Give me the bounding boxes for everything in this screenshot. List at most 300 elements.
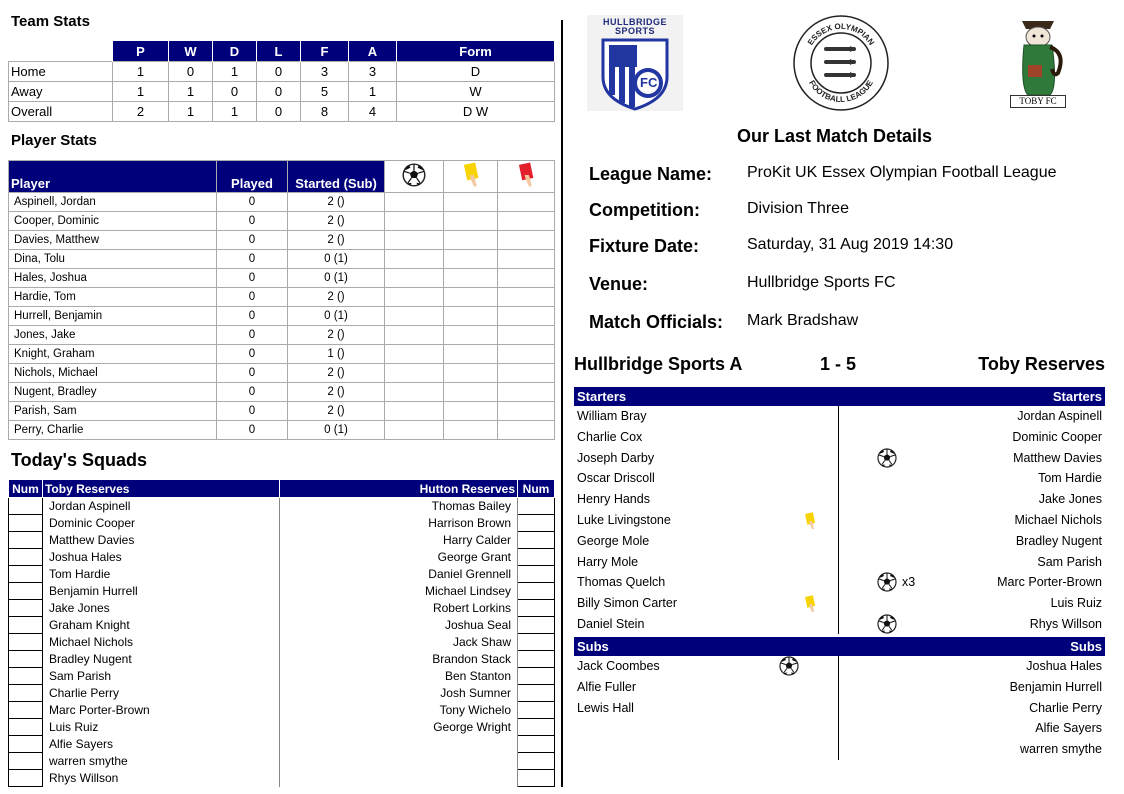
- col-header-w: W: [169, 41, 213, 62]
- squad-num-left: [9, 753, 43, 770]
- yellow-card-icon: [461, 162, 481, 188]
- squad-num-right: [518, 549, 555, 566]
- player-started: 2 (): [288, 288, 385, 307]
- home-logo-line2: SPORTS: [614, 26, 655, 36]
- player-row: [9, 345, 555, 364]
- away-lineup-player: Dominic Cooper: [1012, 429, 1102, 444]
- col-header-form: Form: [397, 41, 555, 62]
- player-goals: [385, 288, 444, 307]
- player-red-cards: [498, 250, 555, 269]
- player-played: 0: [217, 269, 288, 288]
- squad-row: [9, 617, 555, 634]
- squad-player-left: warren smythe: [42, 753, 280, 770]
- away-lineup-player: Michael Nichols: [1014, 513, 1102, 527]
- squad-player-left: Sam Parish: [42, 668, 280, 685]
- squad-player-right: Brandon Stack: [280, 651, 518, 668]
- player-goals: [385, 193, 444, 212]
- row-label: Home: [9, 62, 113, 82]
- squad-player-left: Matthew Davies: [42, 532, 280, 549]
- away-lineup-player: Alfie Sayers: [1035, 721, 1102, 736]
- stat-form: D W: [397, 102, 555, 122]
- starters-bar: [574, 387, 1105, 406]
- player-played: 0: [217, 193, 288, 212]
- squad-player-right: Harrison Brown: [280, 515, 518, 532]
- squads-title: Today's Squads: [11, 450, 147, 470]
- stat-l: 0: [257, 62, 301, 82]
- away-lineup-player: Joshua Hales: [1026, 659, 1102, 673]
- squad-player-right: [280, 770, 518, 787]
- squad-num-right: [518, 685, 555, 702]
- squad-num-right: [518, 634, 555, 651]
- squad-num-left: [9, 515, 43, 532]
- match-detail-value: Division Three: [747, 200, 849, 217]
- yellow-card-column-header: [444, 161, 498, 193]
- match-title: Our Last Match Details: [737, 126, 933, 146]
- away-lineup-player: Jake Jones: [1038, 492, 1102, 507]
- match-detail-value: ProKit UK Essex Olympian Football League: [747, 164, 1057, 181]
- squads-table: [8, 479, 555, 787]
- stat-a: 1: [349, 82, 397, 102]
- player-played: 0: [217, 364, 288, 383]
- squad-num-left: [9, 549, 43, 566]
- squad-player-right: [280, 736, 518, 753]
- stat-p: 1: [113, 62, 169, 82]
- player-name: Cooper, Dominic: [9, 212, 217, 231]
- col-header-started: Started (Sub): [288, 161, 385, 193]
- player-played: 0: [217, 250, 288, 269]
- squad-row: [9, 583, 555, 600]
- yellow-card-icon: [803, 512, 817, 530]
- home-lineup-player: Joseph Darby: [577, 450, 655, 465]
- player-started: 2 (): [288, 193, 385, 212]
- player-goals: [385, 345, 444, 364]
- squad-player-left: Jordan Aspinell: [42, 498, 280, 515]
- player-goals: [385, 269, 444, 288]
- player-row: [9, 250, 555, 269]
- stat-w: 1: [169, 82, 213, 102]
- squad-num-left: [9, 736, 43, 753]
- home-logo-line1: HULLBRIDGE: [603, 17, 667, 27]
- player-yellow-cards: [444, 212, 498, 231]
- player-name: Jones, Jake: [9, 326, 217, 345]
- home-lineup-player: Billy Simon Carter: [577, 596, 678, 611]
- match-detail-label: Venue:: [589, 274, 649, 294]
- away-lineup-player: Charlie Perry: [1029, 700, 1102, 715]
- player-red-cards: [498, 383, 555, 402]
- squad-num-right: [518, 566, 555, 583]
- away-lineup-player: Tom Hardie: [1038, 471, 1102, 486]
- starters-divider: [838, 406, 839, 634]
- player-yellow-cards: [444, 307, 498, 326]
- league-logo: [792, 14, 890, 112]
- squad-player-left: Jake Jones: [42, 600, 280, 617]
- squad-player-left: Tom Hardie: [42, 566, 280, 583]
- home-crest-icon: [600, 37, 670, 111]
- goal-ball-icon: [877, 448, 897, 468]
- home-lineup-player: Jack Coombes: [577, 659, 660, 673]
- svg-text:FOOTBALL LEAGUE: [807, 78, 875, 104]
- stat-p: 2: [113, 102, 169, 122]
- player-goals: [385, 250, 444, 269]
- squad-num-left: [9, 566, 43, 583]
- squad-row: [9, 634, 555, 651]
- player-played: 0: [217, 383, 288, 402]
- red-card-column-header: [498, 161, 555, 193]
- player-row: [9, 383, 555, 402]
- col-header-a: A: [349, 41, 397, 62]
- squad-row: [9, 736, 555, 753]
- player-yellow-cards: [444, 193, 498, 212]
- player-goals: [385, 364, 444, 383]
- away-team-name: Toby Reserves: [978, 354, 1105, 374]
- player-name: Parish, Sam: [9, 402, 217, 421]
- team-stats-header-blank: [9, 41, 113, 62]
- player-goals: [385, 307, 444, 326]
- player-started: 0 (1): [288, 307, 385, 326]
- player-yellow-cards: [444, 345, 498, 364]
- player-name: Nichols, Michael: [9, 364, 217, 383]
- player-row: [9, 364, 555, 383]
- stat-form: W: [397, 82, 555, 102]
- player-yellow-cards: [444, 326, 498, 345]
- squad-player-left: Charlie Perry: [42, 685, 280, 702]
- team-stats-row: [9, 62, 555, 82]
- player-goals: [385, 402, 444, 421]
- squad-player-left: Bradley Nugent: [42, 651, 280, 668]
- squad-player-right: Harry Calder: [280, 532, 518, 549]
- player-red-cards: [498, 231, 555, 250]
- toby-jug-icon: [1010, 17, 1066, 97]
- squad-num-right: [518, 651, 555, 668]
- squad-num-left: [9, 719, 43, 736]
- squad-num-right: [518, 498, 555, 515]
- player-started: 2 (): [288, 383, 385, 402]
- row-label: Overall: [9, 102, 113, 122]
- squad-player-right: Ben Stanton: [280, 668, 518, 685]
- player-started: 1 (): [288, 345, 385, 364]
- team-stats-header: [9, 41, 555, 62]
- player-started: 2 (): [288, 326, 385, 345]
- subs-bar: [574, 637, 1105, 656]
- stat-form: D: [397, 62, 555, 82]
- squad-player-left: Michael Nichols: [42, 634, 280, 651]
- squad-player-left: Graham Knight: [42, 617, 280, 634]
- football-icon: [402, 163, 426, 187]
- squad-player-right: Josh Sumner: [280, 685, 518, 702]
- squad-row: [9, 770, 555, 787]
- player-name: Hardie, Tom: [9, 288, 217, 307]
- squad-num-left: [9, 770, 43, 787]
- player-row: [9, 269, 555, 288]
- player-name: Nugent, Bradley: [9, 383, 217, 402]
- match-detail-label: Competition:: [589, 200, 700, 220]
- home-lineup-player: Daniel Stein: [577, 617, 645, 631]
- squad-row: [9, 685, 555, 702]
- away-lineup-player: Marc Porter-Brown: [997, 575, 1102, 590]
- squad-player-left: Dominic Cooper: [42, 515, 280, 532]
- away-lineup-player: Matthew Davies: [1013, 450, 1102, 465]
- column-divider: [561, 20, 563, 787]
- player-red-cards: [498, 288, 555, 307]
- squad-num-right: [518, 753, 555, 770]
- player-name: Perry, Charlie: [9, 421, 217, 440]
- squad-player-right: Robert Lorkins: [280, 600, 518, 617]
- home-lineup-player: Lewis Hall: [577, 700, 634, 715]
- squad-num-left: [9, 532, 43, 549]
- squad-player-right: Michael Lindsey: [280, 583, 518, 600]
- player-stats-title: Player Stats: [11, 132, 97, 149]
- player-row: [9, 421, 555, 440]
- player-started: 2 (): [288, 402, 385, 421]
- away-lineup-player: Rhys Willson: [1029, 617, 1102, 631]
- home-lineup-player: George Mole: [577, 533, 650, 548]
- player-name: Aspinell, Jordan: [9, 193, 217, 212]
- goals-column-header: [385, 161, 444, 193]
- player-name: Dina, Tolu: [9, 250, 217, 269]
- squad-row: [9, 702, 555, 719]
- away-lineup-player: Sam Parish: [1037, 554, 1102, 569]
- player-started: 0 (1): [288, 421, 385, 440]
- goal-count: x3: [902, 575, 916, 590]
- team-stats-table: [8, 40, 555, 122]
- player-row: [9, 231, 555, 250]
- squad-row: [9, 753, 555, 770]
- player-played: 0: [217, 421, 288, 440]
- squad-num-right: [518, 515, 555, 532]
- squad-player-left: Alfie Sayers: [42, 736, 280, 753]
- player-yellow-cards: [444, 250, 498, 269]
- home-logo-badge-text: FC: [640, 75, 658, 90]
- squad-num-left: [9, 651, 43, 668]
- col-header-num-right: Num: [518, 480, 555, 498]
- away-subs-label: Subs: [1070, 639, 1102, 654]
- squad-num-left: [9, 702, 43, 719]
- squad-player-left: Marc Porter-Brown: [42, 702, 280, 719]
- away-lineup-player: Luis Ruiz: [1050, 596, 1102, 611]
- red-card-icon: [516, 162, 536, 188]
- player-yellow-cards: [444, 269, 498, 288]
- away-logo-caption: TOBY FC: [1010, 95, 1066, 108]
- player-started: 0 (1): [288, 250, 385, 269]
- squad-player-right: Daniel Grennell: [280, 566, 518, 583]
- player-name: Hales, Joshua: [9, 269, 217, 288]
- goal-ball-icon: [877, 614, 897, 634]
- home-lineup-player: Thomas Quelch: [577, 575, 666, 590]
- home-lineup-player: Henry Hands: [577, 492, 650, 507]
- squad-player-right: George Grant: [280, 549, 518, 566]
- player-red-cards: [498, 212, 555, 231]
- col-header-p: P: [113, 41, 169, 62]
- stat-l: 0: [257, 102, 301, 122]
- player-yellow-cards: [444, 288, 498, 307]
- squad-player-right: Tony Wichelo: [280, 702, 518, 719]
- player-red-cards: [498, 269, 555, 288]
- away-team-logo: [1010, 17, 1066, 109]
- stat-w: 1: [169, 102, 213, 122]
- subs-divider: [838, 656, 839, 760]
- player-yellow-cards: [444, 421, 498, 440]
- player-name: Knight, Graham: [9, 345, 217, 364]
- player-started: 2 (): [288, 364, 385, 383]
- squad-num-left: [9, 634, 43, 651]
- player-red-cards: [498, 364, 555, 383]
- stat-a: 3: [349, 62, 397, 82]
- squad-num-right: [518, 600, 555, 617]
- col-header-played: Played: [217, 161, 288, 193]
- away-lineup-player: Benjamin Hurrell: [1009, 679, 1102, 694]
- match-detail-value: Mark Bradshaw: [747, 312, 859, 329]
- squad-row: [9, 532, 555, 549]
- match-detail-label: Match Officials:: [589, 312, 724, 332]
- player-played: 0: [217, 288, 288, 307]
- goal-ball-icon: [779, 656, 799, 676]
- squad-num-right: [518, 532, 555, 549]
- player-played: 0: [217, 212, 288, 231]
- stat-p: 1: [113, 82, 169, 102]
- player-red-cards: [498, 326, 555, 345]
- player-goals: [385, 212, 444, 231]
- squad-num-left: [9, 617, 43, 634]
- player-red-cards: [498, 345, 555, 364]
- squad-player-right: George Wright: [280, 719, 518, 736]
- squad-num-left: [9, 583, 43, 600]
- stat-l: 0: [257, 82, 301, 102]
- home-team-name: Hullbridge Sports A: [574, 354, 743, 374]
- player-started: 2 (): [288, 231, 385, 250]
- squad-num-left: [9, 498, 43, 515]
- match-detail-value: Saturday, 31 Aug 2019 14:30: [747, 236, 954, 253]
- col-header-player: Player: [9, 161, 217, 193]
- col-header-f: F: [301, 41, 349, 62]
- team-stats-row: [9, 102, 555, 122]
- home-lineup-player: Harry Mole: [577, 554, 639, 569]
- squad-player-right: [280, 753, 518, 770]
- player-started: 0 (1): [288, 269, 385, 288]
- home-lineup-player: Charlie Cox: [577, 429, 643, 444]
- team-stats-row: [9, 82, 555, 102]
- league-logo-top-text: ESSEX OLYMPIAN: [805, 21, 877, 47]
- player-red-cards: [498, 307, 555, 326]
- team-stats-title: Team Stats: [11, 13, 90, 30]
- away-starters-label: Starters: [1052, 389, 1102, 404]
- player-goals: [385, 383, 444, 402]
- squad-row: [9, 566, 555, 583]
- player-row: [9, 212, 555, 231]
- stat-d: 1: [213, 62, 257, 82]
- squad-num-right: [518, 719, 555, 736]
- player-name: Hurrell, Benjamin: [9, 307, 217, 326]
- player-yellow-cards: [444, 364, 498, 383]
- col-header-l: L: [257, 41, 301, 62]
- player-row: [9, 402, 555, 421]
- player-row: [9, 288, 555, 307]
- stat-f: 8: [301, 102, 349, 122]
- squad-num-right: [518, 617, 555, 634]
- squad-row: [9, 719, 555, 736]
- col-header-team-left: Toby Reserves: [42, 480, 280, 498]
- player-yellow-cards: [444, 383, 498, 402]
- goal-ball-icon: [877, 572, 897, 592]
- stat-d: 0: [213, 82, 257, 102]
- squad-num-right: [518, 668, 555, 685]
- player-played: 0: [217, 326, 288, 345]
- yellow-card-icon: [803, 595, 817, 613]
- home-lineup-player: William Bray: [577, 409, 647, 423]
- squad-num-left: [9, 685, 43, 702]
- league-logo-bottom-text: FOOTBALL LEAGUE: [807, 78, 875, 105]
- squad-player-right: Thomas Bailey: [280, 498, 518, 515]
- stat-f: 5: [301, 82, 349, 102]
- squad-player-left: Benjamin Hurrell: [42, 583, 280, 600]
- home-starters-label: Starters: [577, 389, 627, 404]
- squad-row: [9, 549, 555, 566]
- player-red-cards: [498, 402, 555, 421]
- home-lineup-player: Alfie Fuller: [577, 679, 637, 694]
- squad-row: [9, 651, 555, 668]
- player-goals: [385, 231, 444, 250]
- player-goals: [385, 421, 444, 440]
- squad-player-left: Luis Ruiz: [42, 719, 280, 736]
- home-team-logo: [587, 15, 683, 111]
- svg-text:ESSEX OLYMPIAN: [806, 22, 876, 47]
- stat-a: 4: [349, 102, 397, 122]
- squad-num-left: [9, 600, 43, 617]
- player-goals: [385, 326, 444, 345]
- squad-num-right: [518, 770, 555, 787]
- squad-player-left: Joshua Hales: [42, 549, 280, 566]
- squad-player-right: Jack Shaw: [280, 634, 518, 651]
- col-header-d: D: [213, 41, 257, 62]
- squad-num-left: [9, 668, 43, 685]
- player-red-cards: [498, 193, 555, 212]
- squad-row: [9, 498, 555, 515]
- col-header-team-right: Hutton Reserves: [280, 480, 518, 498]
- away-lineup-player: warren smythe: [1020, 742, 1102, 757]
- squad-row: [9, 668, 555, 685]
- home-lineup-player: Luke Livingstone: [577, 513, 671, 527]
- squad-player-left: Rhys Willson: [42, 770, 280, 787]
- squad-num-right: [518, 583, 555, 600]
- player-played: 0: [217, 345, 288, 364]
- player-played: 0: [217, 231, 288, 250]
- player-yellow-cards: [444, 402, 498, 421]
- match-detail-label: League Name:: [589, 164, 713, 184]
- away-lineup-player: Bradley Nugent: [1015, 533, 1102, 548]
- match-score: 1 - 5: [820, 354, 857, 374]
- squad-row: [9, 515, 555, 532]
- player-row: [9, 326, 555, 345]
- player-red-cards: [498, 421, 555, 440]
- home-lineup-player: Oscar Driscoll: [577, 471, 655, 486]
- squad-num-right: [518, 736, 555, 753]
- away-lineup-player: Jordan Aspinell: [1017, 409, 1102, 423]
- row-label: Away: [9, 82, 113, 102]
- squad-player-right: Joshua Seal: [280, 617, 518, 634]
- player-played: 0: [217, 402, 288, 421]
- player-row: [9, 193, 555, 212]
- player-played: 0: [217, 307, 288, 326]
- squad-row: [9, 600, 555, 617]
- stat-d: 1: [213, 102, 257, 122]
- player-started: 2 (): [288, 212, 385, 231]
- stat-f: 3: [301, 62, 349, 82]
- match-detail-value: Hullbridge Sports FC: [747, 274, 896, 291]
- player-row: [9, 307, 555, 326]
- squad-num-right: [518, 702, 555, 719]
- player-name: Davies, Matthew: [9, 231, 217, 250]
- match-detail-label: Fixture Date:: [589, 236, 700, 256]
- stat-w: 0: [169, 62, 213, 82]
